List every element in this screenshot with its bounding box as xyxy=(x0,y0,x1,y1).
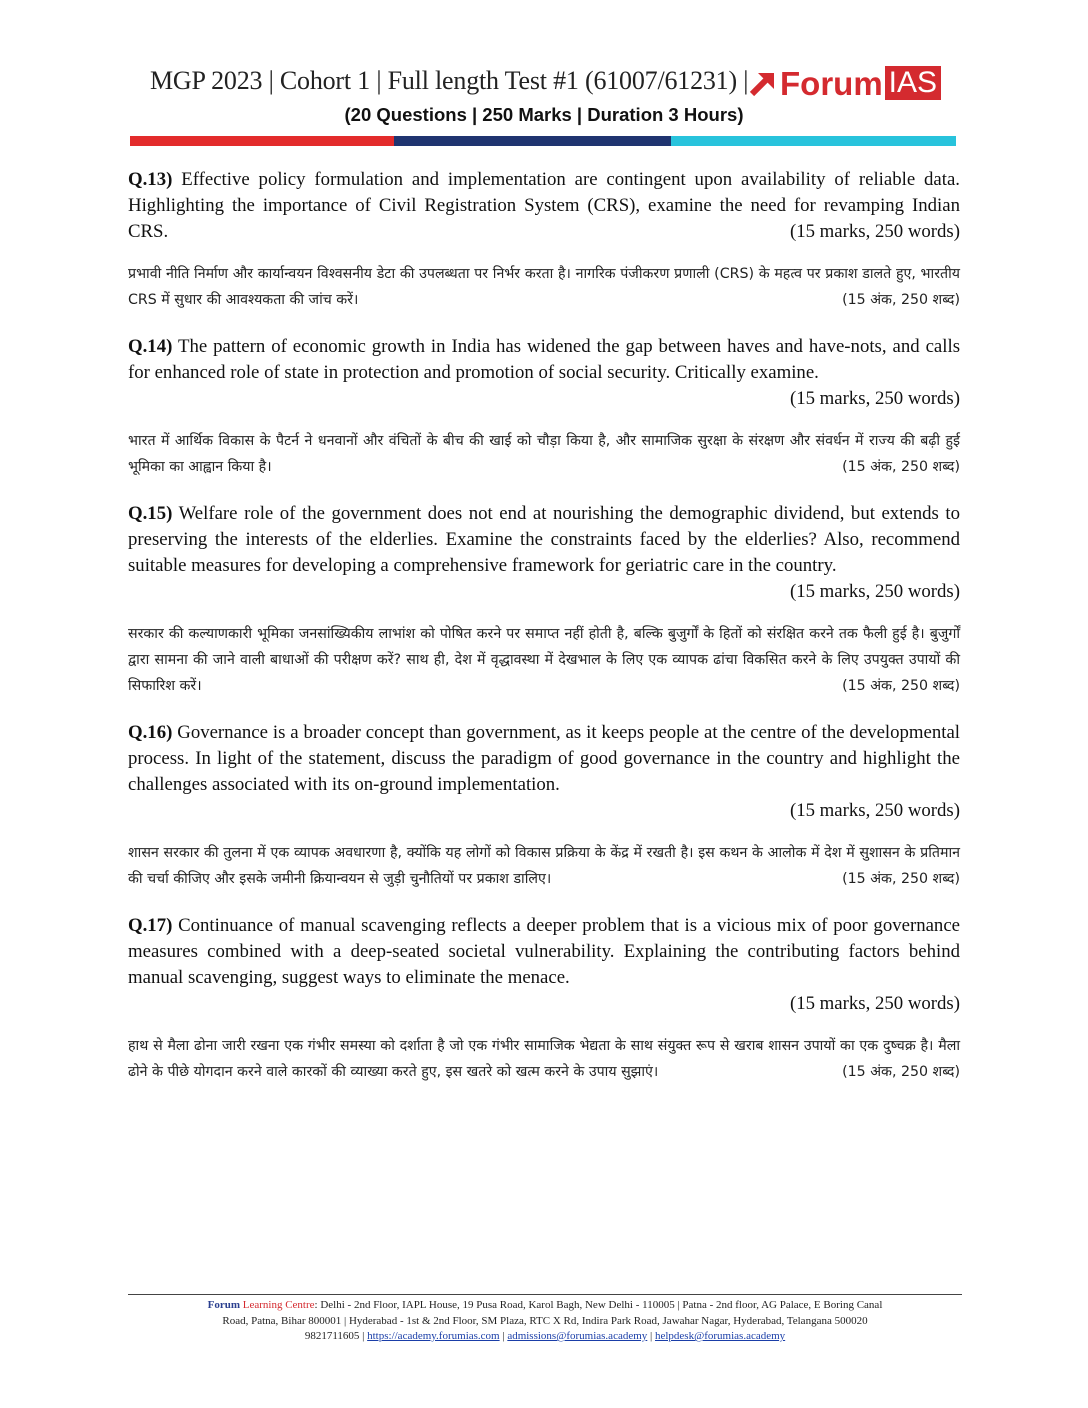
question-hindi xyxy=(128,840,960,892)
question-text: Welfare role of the government does not end at nourishing the demographic dividend, but extends to preserving the interests of the elderlies. Examine the constraints faced by the elderlies? Also, recommend suitable measures for developing a comprehensive framework for geriatric care in the country. xyxy=(128,503,960,576)
marks-hindi: (15 अंक, 250 शब्द) xyxy=(842,871,960,887)
question-number: Q.17) xyxy=(128,915,173,936)
academy-link[interactable]: https://academy.forumias.com xyxy=(367,1330,500,1342)
question-text-hindi: शासन सरकार की तुलना में एक व्यापक अवधारणा है, क्योंकि यह लोगों को विकास प्रक्रिया के केंद्र में रखती है। इस कथन के आलोक में देश में सुशासन के प्रतिमान की चर्चा कीजिए और इसके जमीनी क्रियान्वयन से जुड़ी चुनौतियों पर प्रकाश डालिए। xyxy=(128,845,960,887)
marks-hindi: (15 अंक, 250 शब्द) xyxy=(842,1064,960,1080)
question-hindi xyxy=(128,428,960,480)
question-english xyxy=(128,720,960,824)
question-number: Q.16) xyxy=(128,722,173,743)
marks-hindi: (15 अंक, 250 शब्द) xyxy=(842,459,960,475)
questions-list xyxy=(128,167,960,1106)
admissions-email-link[interactable]: admissions@forumias.academy xyxy=(507,1330,648,1342)
question-hindi xyxy=(128,261,960,313)
question-hindi xyxy=(128,621,960,699)
bar-red-segment xyxy=(130,136,394,146)
bar-navy-segment xyxy=(394,136,671,146)
footer xyxy=(120,1298,970,1345)
question-english xyxy=(128,334,960,412)
marks-hindi: (15 अंक, 250 शब्द) xyxy=(842,292,960,308)
test-subtitle: (20 Questions | 250 Marks | Duration 3 Hours) xyxy=(344,104,744,125)
forumias-logo xyxy=(748,64,941,102)
marks-english: (15 marks, 250 words) xyxy=(789,221,960,242)
question-13 xyxy=(128,167,960,313)
question-number: Q.14) xyxy=(128,336,173,357)
question-text-hindi: भारत में आर्थिक विकास के पैटर्न ने धनवानों और वंचितों के बीच की खाई को चौड़ा किया है, और सामाजिक सुरक्षा के संरक्षण और संवर्धन में राज्य की बढ़ी हुई भूमिका का आह्वान किया है। xyxy=(128,433,960,475)
question-17 xyxy=(128,913,960,1085)
question-hindi xyxy=(128,1033,960,1085)
marks-english: (15 marks, 250 words) xyxy=(789,993,960,1014)
footer-brand-rest: Learning Centre xyxy=(242,1299,315,1311)
question-16 xyxy=(128,720,960,892)
footer-brand: Forum xyxy=(207,1299,240,1311)
header-color-bar xyxy=(130,136,956,146)
question-text: The pattern of economic growth in India has widened the gap between haves and have-nots, and calls for enhanced role of state in protection and promotion of social security. Critically examine. xyxy=(128,336,960,383)
question-15 xyxy=(128,501,960,699)
footer-line2: Road, Patna, Bihar 800001 | Hyderabad - 1st & 2nd Floor, SM Plaza, RTC X Rd, Indira Park Road, Jawahar Nagar, Hyderabad, Telangana 500020 xyxy=(222,1314,868,1327)
question-text: Effective policy formulation and implementation are contingent upon availability of reliable data. Highlighting the importance of Civil Registration System (CRS), examine the need for revamping Indian CRS. xyxy=(128,169,960,242)
question-text-hindi: सरकार की कल्याणकारी भूमिका जनसांख्यिकीय लाभांश को पोषित करने पर समाप्त नहीं होती है, बल्कि बुजुर्गों के हितों को संरक्षित करने तक फैली हुई है। बुजुर्गों द्वारा सामना की जाने वाली बाधाओं की परीक्षण करें? साथ ही, देश में वृद्धावस्था में देखभाल के लिए एक व्यापक ढांचा विकसित करने के लिए उपयुक्त उपायों की सिफारिश करें। xyxy=(128,626,960,694)
question-number: Q.13) xyxy=(128,169,173,190)
marks-hindi: (15 अंक, 250 शब्द) xyxy=(842,678,960,694)
footer-address-line1 xyxy=(120,1298,970,1314)
question-14 xyxy=(128,334,960,480)
bar-cyan-segment xyxy=(671,136,956,146)
footer-line1: : Delhi - 2nd Floor, IAPL House, 19 Pusa Road, Karol Bagh, New Delhi - 110005 | Patna - 2nd floor, AG Palace, E Boring Canal xyxy=(314,1299,883,1311)
marks-english: (15 marks, 250 words) xyxy=(789,800,960,821)
question-text-hindi: प्रभावी नीति निर्माण और कार्यान्वयन विश्वसनीय डेटा की उपलब्धता पर निर्भर करता है। नागरिक पंजीकरण प्रणाली (CRS) के महत्व पर प्रकाश डालते हुए, भारतीय CRS में सुधार की आवश्यकता की जांच करें। xyxy=(128,266,960,308)
arrow-logo-icon xyxy=(748,68,778,98)
question-english xyxy=(128,501,960,605)
test-title: MGP 2023 | Cohort 1 | Full length Test #1 (61007/61231) | xyxy=(150,66,749,95)
footer-divider xyxy=(128,1294,962,1295)
marks-english: (15 marks, 250 words) xyxy=(789,581,960,602)
question-number: Q.15) xyxy=(128,503,173,524)
question-english xyxy=(128,167,960,245)
footer-contacts: 9821711605 | https://academy.forumias.com | admissions@forumias.academy | helpdesk@forumias.academy xyxy=(304,1330,786,1342)
logo-forum-text: Forum xyxy=(780,64,883,102)
footer-phone: 9821711605 xyxy=(304,1330,360,1342)
logo-ias-text: IAS xyxy=(885,66,941,101)
question-text: Governance is a broader concept than government, as it keeps people at the centre of the developmental process. In light of the statement, discuss the paradigm of good governance in the country and highlight the challenges associated with its on-ground implementation. xyxy=(128,722,961,795)
helpdesk-email-link[interactable]: helpdesk@forumias.academy xyxy=(654,1330,786,1342)
question-english xyxy=(128,913,960,1017)
question-text-hindi: हाथ से मैला ढोना जारी रखना एक गंभीर समस्या को दर्शाता है जो एक गंभीर सामाजिक भेद्यता के साथ संयुक्त रूप से खराब शासन उपायों का एक दुष्चक्र है। मैला ढोने के पीछे योगदान करने वाले कारकों की व्याख्या करते हुए, इस खतरे को खत्म करने के उपाय सुझाएं। xyxy=(128,1038,960,1080)
question-text: Continuance of manual scavenging reflects a deeper problem that is a vicious mix of poor governance measures combined with a deep-seated societal vulnerability. Explaining the contributing factors behind manual scavenging, suggest ways to eliminate the menace. xyxy=(128,915,960,988)
marks-english: (15 marks, 250 words) xyxy=(789,388,960,409)
